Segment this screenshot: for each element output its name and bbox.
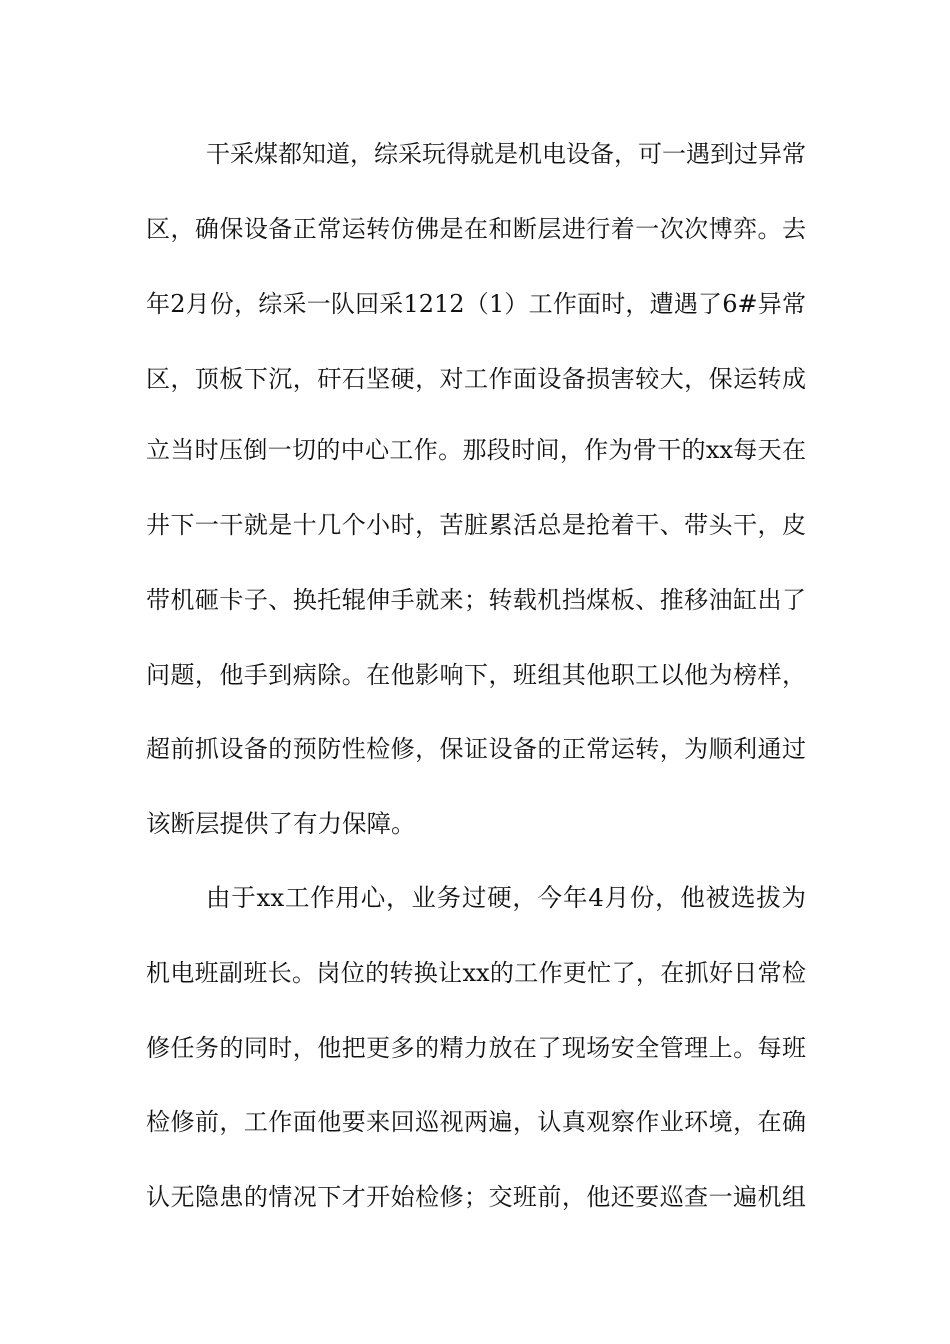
text-line: 由于xx工作用心，业务过硬，今年4月份，他被选拔为 — [206, 883, 806, 912]
text-line: 带机砸卡子、换托辊伸手就来；转载机挡煤板、推移油缸出了 — [146, 586, 806, 614]
text-line: 井下一干就是十几个小时，苦脏累活总是抢着干、带头干，皮 — [146, 511, 806, 539]
text-line: 区，确保设备正常运转仿佛是在和断层进行着一次次博弈。去 — [146, 215, 806, 243]
text-line: 修任务的同时，他把更多的精力放在了现场安全管理上。每班 — [146, 1034, 806, 1062]
text-line: 该断层提供了有力保障。 — [146, 809, 416, 838]
text-line: 区，顶板下沉，矸石坚硬，对工作面设备损害较大，保运转成 — [146, 365, 806, 393]
text-line: 年2月份，综采一队回采1212（1）工作面时，遭遇了6#异常 — [146, 290, 806, 318]
text-line: 立当时压倒一切的中心工作。那段时间，作为骨干的xx每天在 — [146, 436, 806, 464]
text-line: 机电班副班长。岗位的转换让xx的工作更忙了，在抓好日常检 — [146, 959, 806, 987]
text-line: 问题，他手到病除。在他影响下，班组其他职工以他为榜样， — [146, 661, 806, 689]
text-line: 认无隐患的情况下才开始检修；交班前，他还要巡查一遍机组 — [146, 1183, 806, 1211]
text-line: 检修前，工作面他要来回巡视两遍，认真观察作业环境，在确 — [146, 1108, 806, 1136]
text-line: 超前抓设备的预防性检修，保证设备的正常运转，为顺利通过 — [146, 735, 806, 763]
text-line: 干采煤都知道，综采玩得就是机电设备，可一遇到过异常 — [206, 140, 806, 168]
